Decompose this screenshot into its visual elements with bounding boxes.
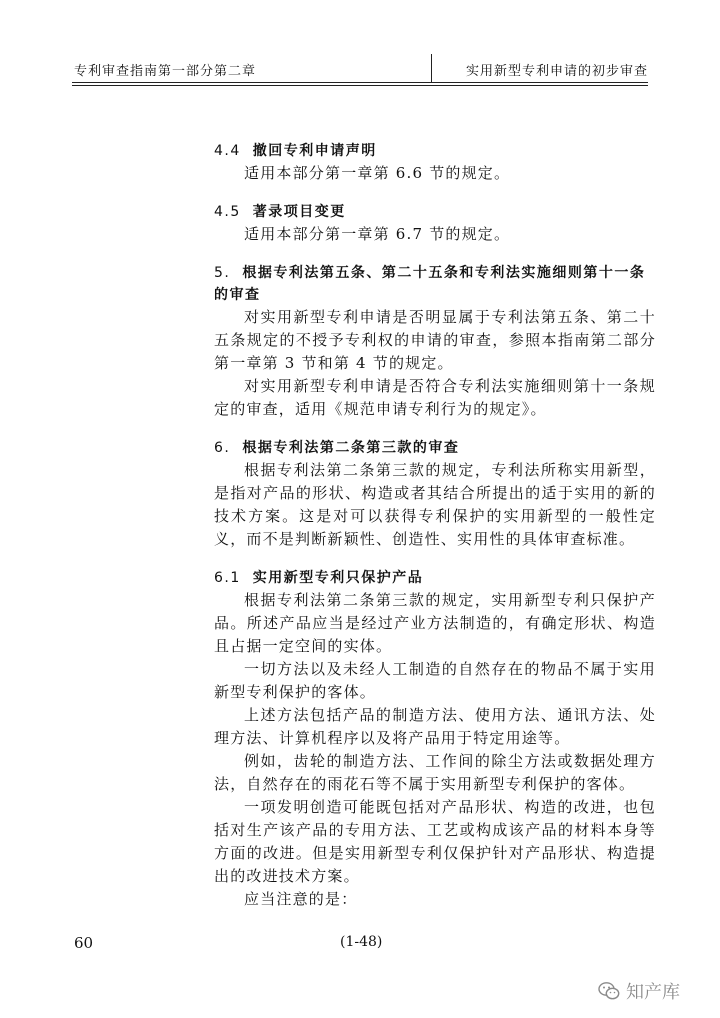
section-number: 6. (214, 440, 231, 456)
section-heading (214, 567, 656, 589)
section-4-4 (214, 140, 656, 185)
section-6-1 (214, 567, 656, 911)
section-heading (214, 262, 656, 306)
section-number: 4.4 (214, 143, 241, 159)
header-divider (431, 54, 432, 82)
paragraph: 一项发明创造可能既包括对产品形状、构造的改进，也包括对生产该产品的专用方法、工艺或构成该产品的材料本身等方面的改进。但是实用新型专利仅保护针对产品形状、构造提出的改进技术方案。 (214, 798, 656, 885)
header-chapter: 专利审查指南第一部分第二章 (74, 64, 257, 79)
paragraph: 根据专利法第二条第三款的规定，实用新型专利只保护产品。所述产品应当是经过产业方法制造的，有确定形状、构造且占据一定空间的实体。 (214, 591, 656, 655)
section-heading (214, 201, 656, 223)
section-title: 根据专利法第五条、第二十五条和专利法实施细则第十一条的审查 (214, 265, 646, 303)
section-6 (214, 437, 656, 551)
section-title: 根据专利法第二条第三款的审查 (242, 440, 460, 456)
section-5 (214, 262, 656, 421)
section-title: 撤回专利申请声明 (252, 143, 377, 159)
section-number: 5. (214, 265, 231, 281)
section-title: 著录项目变更 (252, 204, 346, 220)
section-number: 4.5 (214, 204, 241, 220)
section-4-5 (214, 201, 656, 246)
paragraph: 对实用新型专利申请是否明显属于专利法第五条、第二十五条规定的不授予专利权的申请的审查，参照本指南第二部分第一章第 3 节和第 4 节的规定。 (214, 308, 656, 372)
watermark-text: 知产库 (626, 982, 680, 1003)
running-header (72, 54, 648, 80)
section-heading (214, 437, 656, 459)
header-topic: 实用新型专利申请的初步审查 (465, 64, 648, 79)
section-number: 6.1 (214, 570, 241, 586)
paragraph: 适用本部分第一章第 6.7 节的规定。 (244, 225, 511, 243)
page-body (214, 140, 656, 911)
paragraph: 应当注意的是： (244, 890, 358, 908)
paragraph: 对实用新型专利申请是否符合专利法实施细则第十一条规定的审查，适用《规范申请专利行为的规定》。 (214, 377, 656, 418)
section-heading (214, 140, 656, 162)
paragraph: 根据专利法第二条第三款的规定，专利法所称实用新型，是指对产品的形状、构造或者其结合所提出的适于实用的新的技术方案。这是对可以获得专利保护的实用新型的一般性定义，而不是判断新颖性、创造性、实用性的具体审查标准。 (214, 461, 656, 548)
paragraph: 例如，齿轮的制造方法、工作间的除尘方法或数据处理方法，自然存在的雨花石等不属于实用新型专利保护的客体。 (214, 752, 656, 793)
paragraph: 一切方法以及未经人工制造的自然存在的物品不属于实用新型专利保护的客体。 (214, 660, 656, 701)
page-number: 60 (74, 934, 94, 952)
watermark (598, 978, 680, 1004)
header-rule-double (72, 85, 648, 86)
paragraph: 适用本部分第一章第 6.6 节的规定。 (244, 164, 511, 182)
wechat-icon (598, 981, 620, 1001)
page-code: (1-48) (340, 934, 383, 950)
header-rule (72, 82, 648, 83)
paragraph: 上述方法包括产品的制造方法、使用方法、通讯方法、处理方法、计算机程序以及将产品用于特定用途等。 (214, 706, 656, 747)
section-title: 实用新型专利只保护产品 (252, 570, 424, 586)
